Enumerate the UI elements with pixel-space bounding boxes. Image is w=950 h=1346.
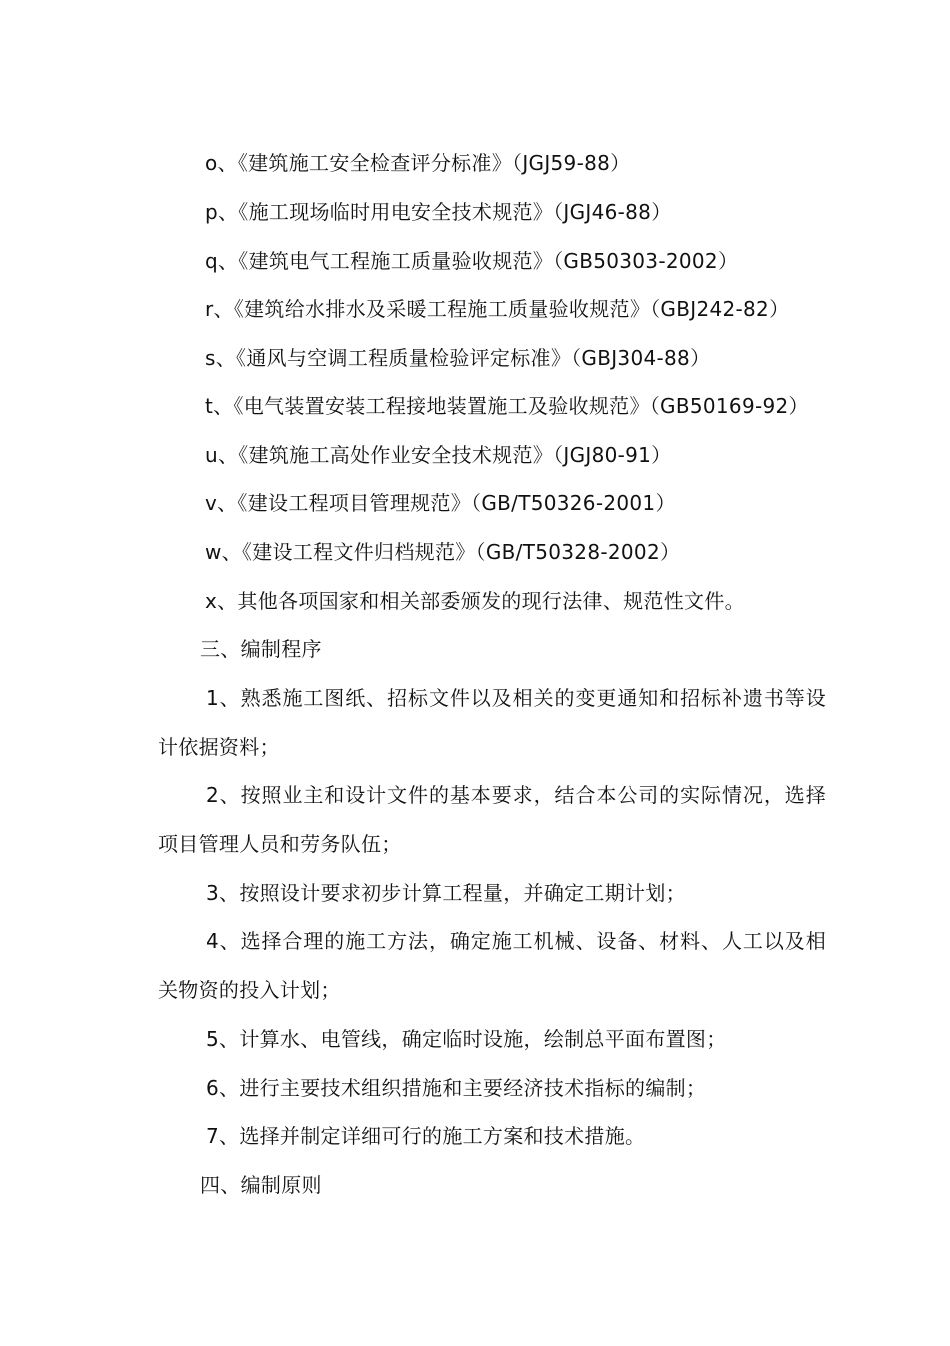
reference-item-v: v、《建设工程项目管理规范》（GB/T50326-2001） xyxy=(205,491,676,515)
reference-item-t: t、《电气装置安装工程接地装置施工及验收规范》（GB50169-92） xyxy=(205,394,809,418)
reference-item-q: q、《建筑电气工程施工质量验收规范》（GB50303-2002） xyxy=(205,249,739,273)
procedure-item-2: 2、按照业主和设计文件的基本要求，结合本公司的实际情况，选择项目管理人员和劳务队伍； xyxy=(158,783,826,856)
procedure-item-5: 5、计算水、电管线，确定临时设施，绘制总平面布置图； xyxy=(206,1027,727,1051)
reference-item-p: p、《施工现场临时用电安全技术规范》（JGJ46-88） xyxy=(205,200,672,224)
procedure-item-4: 4、选择合理的施工方法，确定施工机械、设备、材料、人工以及相关物资的投入计划； xyxy=(158,929,826,1002)
procedure-item-3: 3、按照设计要求初步计算工程量，并确定工期计划； xyxy=(206,881,686,905)
reference-item-w: w、《建设工程文件归档规范》（GB/T50328-2002） xyxy=(205,540,681,564)
section-heading-procedure: 三、编制程序 xyxy=(200,637,322,661)
reference-item-o: o、《建筑施工安全检查评分标准》（JGJ59-88） xyxy=(205,151,631,175)
reference-item-x: x、其他各项国家和相关部委颁发的现行法律、规范性文件。 xyxy=(205,589,745,613)
procedure-item-6: 6、进行主要技术组织措施和主要经济技术指标的编制； xyxy=(206,1076,707,1100)
reference-item-r: r、《建筑给水排水及采暖工程施工质量验收规范》（GBJ242-82） xyxy=(205,297,790,321)
section-heading-principles: 四、编制原则 xyxy=(200,1173,322,1197)
procedure-item-1: 1、熟悉施工图纸、招标文件以及相关的变更通知和招标补遗书等设计依据资料； xyxy=(158,686,826,759)
reference-item-s: s、《通风与空调工程质量检验评定标准》（GBJ304-88） xyxy=(205,346,711,370)
reference-item-u: u、《建筑施工高处作业安全技术规范》（JGJ80-91） xyxy=(205,443,672,467)
procedure-item-7: 7、选择并制定详细可行的施工方案和技术措施。 xyxy=(206,1124,646,1148)
